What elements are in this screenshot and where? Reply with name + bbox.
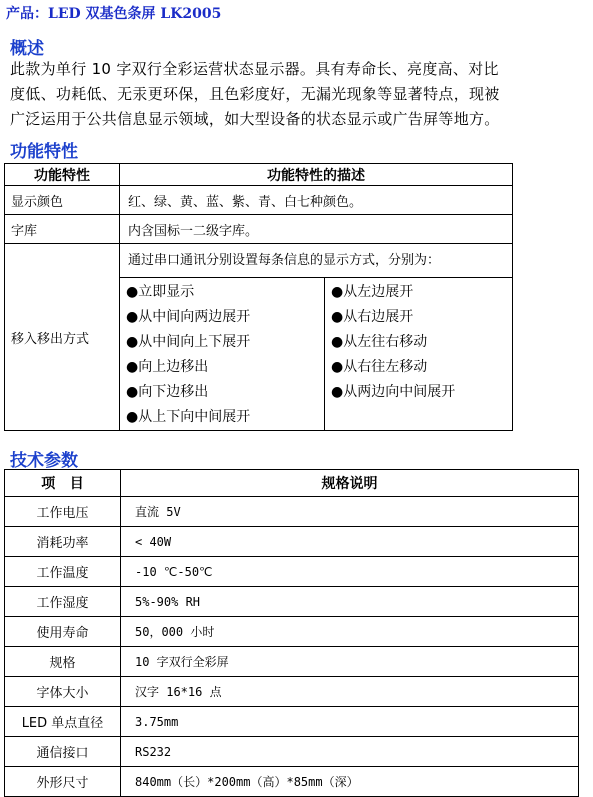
list-item: ●从右边展开 xyxy=(331,309,414,325)
table-row xyxy=(5,527,579,557)
overview-line: 度低、功耗低、无汞更环保，且色彩度好，无漏光现象等显著特点，现被 xyxy=(10,85,500,103)
list-item: ●从上下向中间展开 xyxy=(126,409,251,425)
overview-text xyxy=(10,57,585,132)
list-item: ●从左往右移动 xyxy=(331,334,428,350)
tech-key: 工作电压 xyxy=(5,497,121,527)
tech-key: 字体大小 xyxy=(5,677,121,707)
table-row xyxy=(5,677,579,707)
table-row xyxy=(5,737,579,767)
tech-value: 汉字 16*16 点 xyxy=(121,677,579,707)
tech-key: LED 单点直径 xyxy=(5,707,121,737)
tech-value: 840mm（长）*200mm（高）*85mm（深） xyxy=(121,767,579,797)
tech-value: < 40W xyxy=(121,527,579,557)
list-item: ●向下边移出 xyxy=(126,384,209,400)
table-row xyxy=(5,617,579,647)
tech-key: 消耗功率 xyxy=(5,527,121,557)
table-row xyxy=(5,186,513,215)
list-item: ●从左边展开 xyxy=(331,284,414,300)
list-item: ●从中间向上下展开 xyxy=(126,334,251,350)
overview-heading: 概述 xyxy=(10,39,44,59)
table-row xyxy=(5,647,579,677)
list-item: ●向上边移出 xyxy=(126,359,209,375)
product-title: 产品：LED 双基色条屏 LK2005 xyxy=(6,6,222,22)
tech-value: 5%-90% RH xyxy=(121,587,579,617)
tech-value: 50，000 小时 xyxy=(121,617,579,647)
move-mode-intro: 通过串口通讯分别设置每条信息的显示方式，分别为： xyxy=(120,244,512,278)
feature-value: 内含国标一二级字库。 xyxy=(120,215,513,244)
tech-header-row xyxy=(5,470,579,497)
tech-key: 通信接口 xyxy=(5,737,121,767)
table-row xyxy=(5,587,579,617)
tech-heading: 技术参数 xyxy=(10,451,78,471)
overview-line: 广泛运用于公共信息显示领域，如大型设备的状态显示或广告屏等地方。 xyxy=(10,110,500,128)
features-table xyxy=(4,163,513,431)
features-col-header: 功能特性的描述 xyxy=(120,164,513,186)
table-row xyxy=(5,767,579,797)
feature-value: 红、绿、黄、蓝、紫、青、白七种颜色。 xyxy=(120,186,513,215)
features-col-header: 功能特性 xyxy=(5,164,120,186)
tech-value: -10 ℃-50℃ xyxy=(121,557,579,587)
feature-label: 字库 xyxy=(5,215,120,244)
tech-key: 外形尺寸 xyxy=(5,767,121,797)
table-row xyxy=(5,215,513,244)
move-mode-right-col xyxy=(325,278,513,430)
tech-table xyxy=(4,469,579,797)
tech-key: 工作湿度 xyxy=(5,587,121,617)
tech-value: 3.75mm xyxy=(121,707,579,737)
tech-key: 工作温度 xyxy=(5,557,121,587)
list-item: ●从右往左移动 xyxy=(331,359,428,375)
tech-col-header: 项 目 xyxy=(5,470,121,497)
feature-label: 移入移出方式 xyxy=(5,244,120,431)
move-mode-list xyxy=(120,278,512,430)
table-row xyxy=(5,244,513,431)
features-heading: 功能特性 xyxy=(10,142,78,162)
table-row xyxy=(5,557,579,587)
tech-value: RS232 xyxy=(121,737,579,767)
move-mode-left-col xyxy=(120,278,325,430)
tech-key: 使用寿命 xyxy=(5,617,121,647)
overview-line: 此款为单行 10 字双行全彩运营状态显示器。具有寿命长、亮度高、对比 xyxy=(10,60,499,78)
tech-value: 直流 5V xyxy=(121,497,579,527)
feature-label: 显示颜色 xyxy=(5,186,120,215)
tech-value: 10 字双行全彩屏 xyxy=(121,647,579,677)
list-item: ●从中间向两边展开 xyxy=(126,309,251,325)
tech-key: 规格 xyxy=(5,647,121,677)
list-item: ●立即显示 xyxy=(126,284,195,300)
table-row xyxy=(5,707,579,737)
table-row xyxy=(5,497,579,527)
tech-col-header: 规格说明 xyxy=(121,470,579,497)
list-item: ●从两边向中间展开 xyxy=(331,384,456,400)
features-header-row xyxy=(5,164,513,186)
move-mode-cell xyxy=(120,244,513,431)
